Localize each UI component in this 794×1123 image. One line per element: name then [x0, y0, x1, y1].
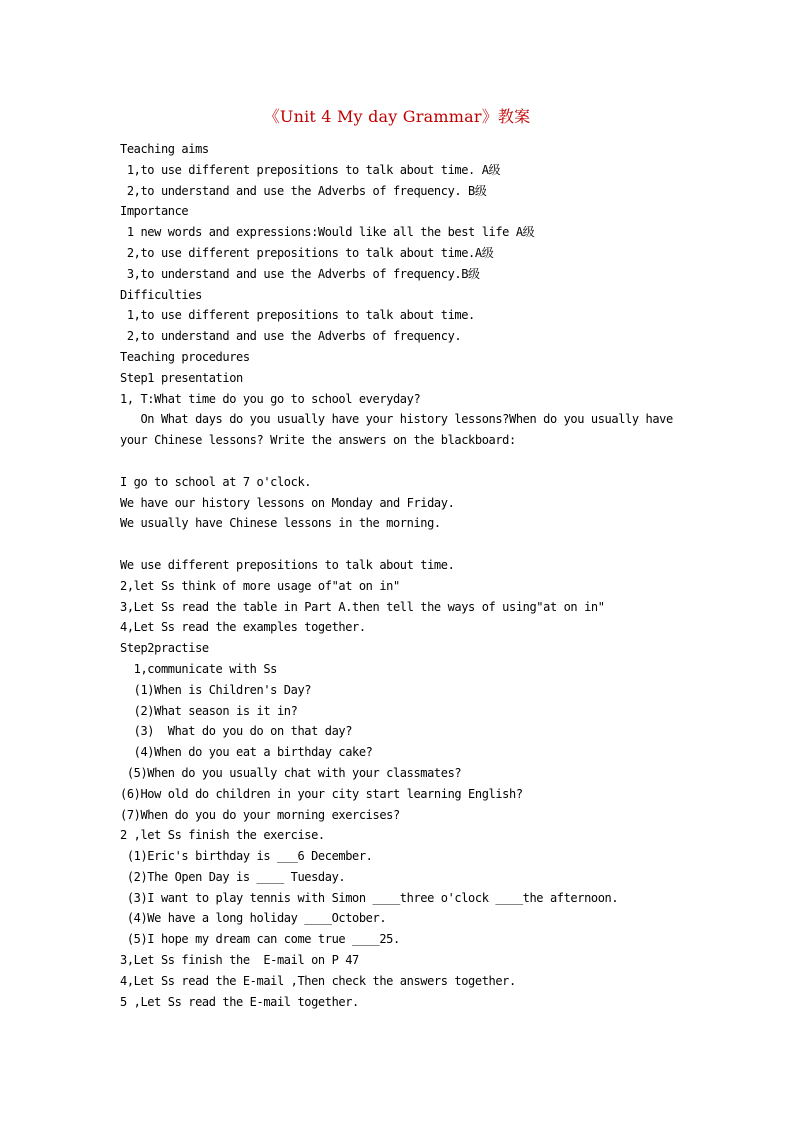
text-line: your Chinese lessons? Write the answers on the blackboard: — [120, 433, 516, 448]
text-line: (3) What do you do on that day? — [120, 724, 353, 739]
text-line: We use different prepositions to talk about time. — [120, 557, 455, 572]
text-line: 3,Let Ss read the table in Part A.then tell the ways of using"at on in" — [120, 599, 605, 614]
document-body — [120, 139, 710, 1012]
document-title: 《Unit 4 My day Grammar》教案 — [263, 107, 531, 126]
text-line: 5 ,Let Ss read the E-mail together. — [120, 994, 359, 1009]
text-line: 1 new words and expressions:Would like all the best life A级 — [120, 225, 535, 240]
text-line: (3)I want to play tennis with Simon ____three o'clock ____the afternoon. — [120, 890, 619, 905]
text-line: (1)When is Children's Day? — [120, 682, 312, 697]
text-line: (2)What season is it in? — [120, 703, 298, 718]
text-line: 2 ,let Ss finish the exercise. — [120, 828, 325, 843]
text-line: 3,to understand and use the Adverbs of frequency.B级 — [120, 266, 480, 281]
text-line: 1, T:What time do you go to school everyday? — [120, 391, 421, 406]
text-line: I go to school at 7 o'clock. — [120, 474, 312, 489]
text-line: We usually have Chinese lessons in the morning. — [120, 516, 441, 531]
text-line: 2,let Ss think of more usage of"at on in" — [120, 578, 400, 593]
text-line: Step1 presentation — [120, 370, 243, 385]
text-line: 2,to understand and use the Adverbs of frequency. B级 — [120, 183, 487, 198]
text-line: Teaching procedures — [120, 349, 250, 364]
text-line: On What days do you usually have your history lessons?When do you usually have — [120, 412, 673, 427]
text-line: 1,to use different prepositions to talk about time. A级 — [120, 162, 501, 177]
text-line: Difficulties — [120, 287, 202, 302]
blank-line — [120, 451, 710, 472]
text-line: (7)When do you do your morning exercises? — [120, 807, 400, 822]
text-line: Importance — [120, 204, 189, 219]
text-line: 4,Let Ss read the E-mail ,Then check the answers together. — [120, 973, 516, 988]
text-line: 1,communicate with Ss — [120, 661, 277, 676]
text-line: 2,to understand and use the Adverbs of frequency. — [120, 329, 462, 344]
text-line: (6)How old do children in your city start learning English? — [120, 786, 523, 801]
blank-line — [120, 534, 710, 555]
text-line: (5)When do you usually chat with your classmates? — [120, 765, 462, 780]
text-line: Teaching aims — [120, 142, 209, 156]
text-line: 1,to use different prepositions to talk about time. — [120, 308, 475, 323]
text-line: (1)Eric's birthday is ___6 December. — [120, 849, 373, 864]
text-line: (4)We have a long holiday ____October. — [120, 911, 387, 926]
text-line: (4)When do you eat a birthday cake? — [120, 745, 373, 760]
text-line: 3,Let Ss finish the E-mail on P 47 — [120, 953, 359, 968]
text-line: 2,to use different prepositions to talk about time.A级 — [120, 245, 494, 260]
text-line: (5)I hope my dream can come true ____25. — [120, 932, 400, 947]
text-line: (2)The Open Day is ____ Tuesday. — [120, 869, 346, 884]
text-line: 4,Let Ss read the examples together. — [120, 620, 366, 635]
text-line: Step2practise — [120, 641, 209, 656]
text-line: We have our history lessons on Monday and Friday. — [120, 495, 455, 510]
